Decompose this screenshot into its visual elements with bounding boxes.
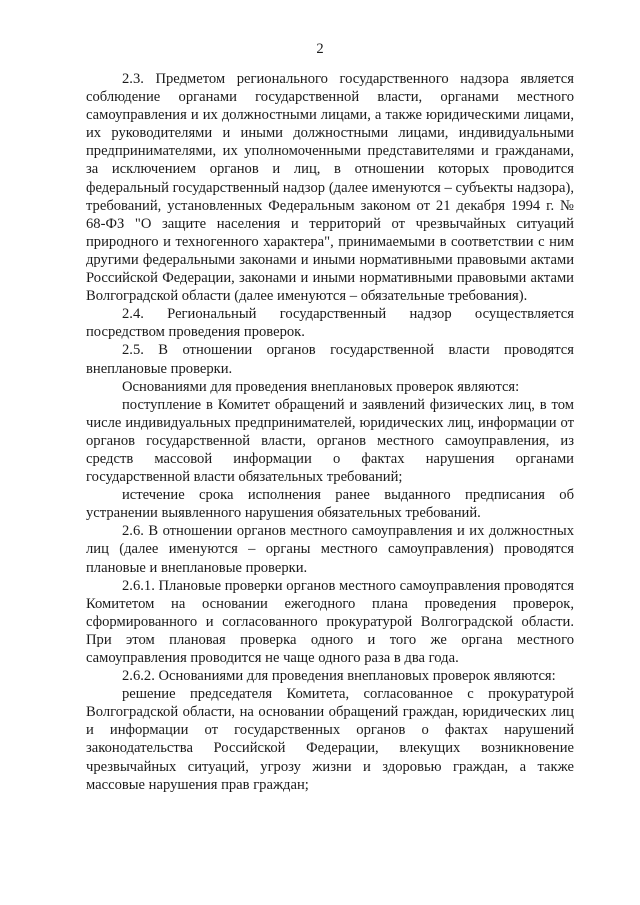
paragraph-2-6: 2.6. В отношении органов местного самоуправления и их должностных лиц (далее именуются – органы местного самоуправления) проводятся плановые и внеплановые проверки. xyxy=(86,523,574,576)
paragraph-ground-order-expiry: истечение срока исполнения ранее выданного предписания об устранении выявленного нарушения обязательных требований. xyxy=(86,487,574,522)
paragraph-chairman-decision: решение председателя Комитета, согласованное с прокуратурой Волгоградской области, на основании обращений граждан, юридических лиц и информации от государственных органов о фактах нарушений законодательства Российской Федерации, влекущих возникновение чрезвычайных ситуаций, угрозу жизни и здоровью граждан, а также массовые нарушения прав граждан; xyxy=(86,686,574,793)
paragraph-ground-appeals: поступление в Комитет обращений и заявлений физических лиц, в том числе индивидуальных предпринимателей, юридических лиц, информации от органов государственной власти, органов местного самоуправления, из средств массовой информации о фактах нарушения органами государственной власти обязательных требований; xyxy=(86,396,574,486)
paragraph-2-5: 2.5. В отношении органов государственной власти проводятся внеплановые проверки. xyxy=(86,342,574,377)
document-body xyxy=(86,70,574,794)
paragraph-2-6-1: 2.6.1. Плановые проверки органов местного самоуправления проводятся Комитетом на основании ежегодного плана проведения проверок, сформированного и согласованного прокуратурой Волгоградской области. При этом плановая проверка одного и того же органа местного самоуправления проводится не чаще одного раза в два года. xyxy=(86,577,574,666)
paragraph-2-6-2: 2.6.2. Основаниями для проведения внеплановых проверок являются: xyxy=(122,668,556,685)
paragraph-2-4: 2.4. Региональный государственный надзор осуществляется посредством проведения проверок. xyxy=(86,306,574,341)
paragraph-2-3: 2.3. Предметом регионального государственного надзора является соблюдение органами государственной власти, органами местного самоуправления и их должностными лицами, а также юридическими лицами, их руководителями и иными должностными лицами, индивидуальными предпринимателями, их уполномоченными представителями и гражданами, за исключением органов и лиц, в отношении которых проводится федеральный государственный надзор (далее именуются – субъекты надзора), требований, установленных Федеральным законом от 21 декабря 1994 г. № 68-ФЗ "О защите населения и территорий от чрезвычайных ситуаций природного и техногенного характера", принимаемыми в соответствии с ним другими федеральными законами и иными нормативными правовыми актами Российской Федерации, законами и иными нормативными правовыми актами Волгоградской области (далее именуются – обязательные требования). xyxy=(86,71,574,305)
page-number: 2 xyxy=(316,41,324,57)
paragraph-grounds-heading: Основаниями для проведения внеплановых проверок являются: xyxy=(122,378,520,395)
